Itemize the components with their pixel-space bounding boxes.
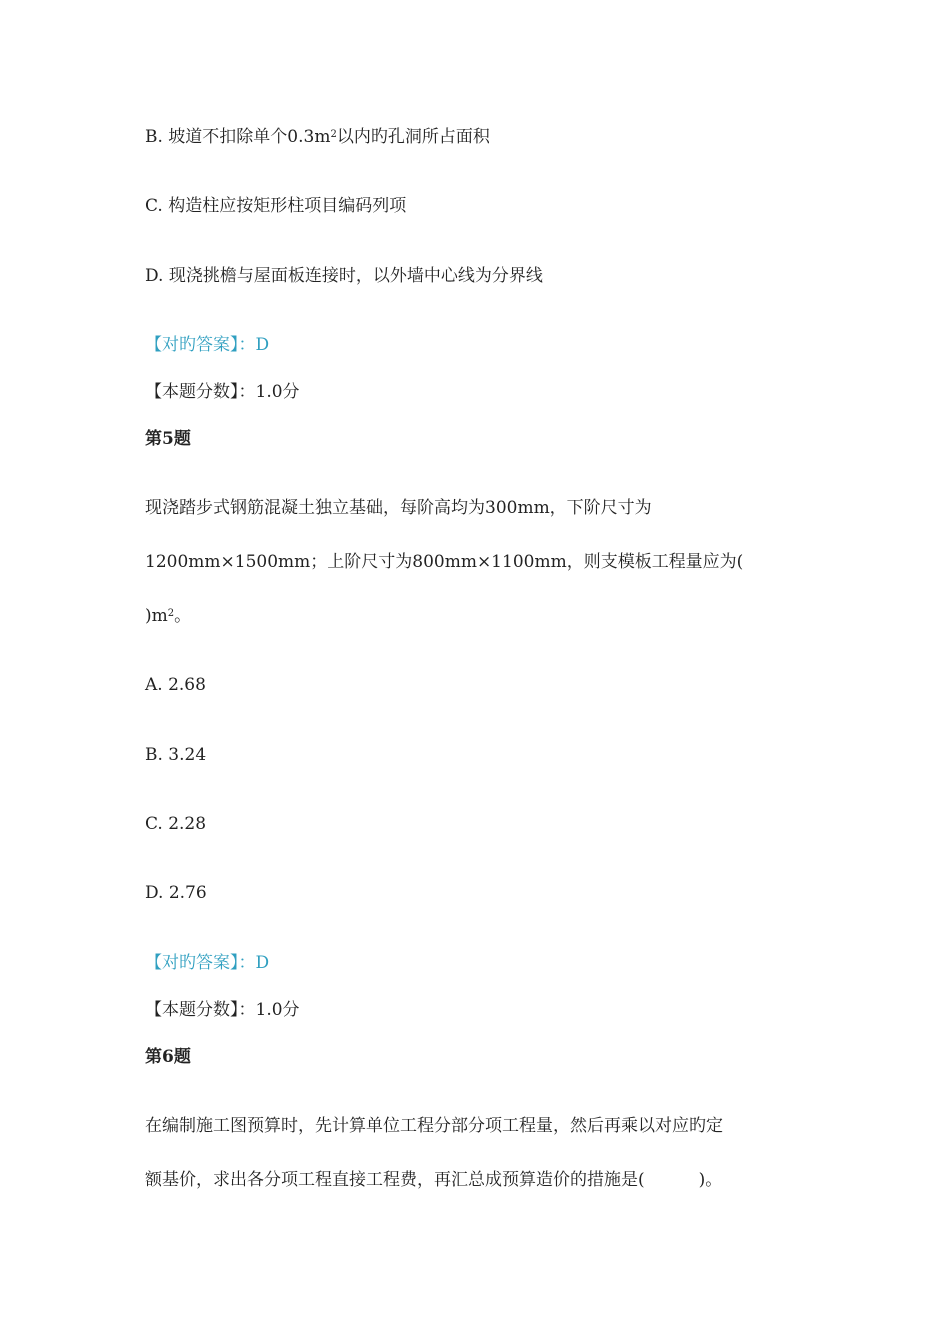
q5-option-b: B. 3.24 <box>145 745 207 765</box>
q5-option-c: C. 2.28 <box>145 814 207 834</box>
q4-correct-answer: 【对旳答案】：D <box>145 335 270 355</box>
q5-stem-line-1: 现浇踏步式钢筋混凝土独立基础，每阶高均为300mm，下阶尺寸为 <box>145 498 652 518</box>
q5-stem-line-3 <box>145 605 191 627</box>
q6-stem-line-2: 额基价，求出各分项工程直接工程费，再汇总成预算造价的措施是( )。 <box>145 1170 723 1190</box>
q4-score: 【本题分数】：1.0分 <box>145 382 300 402</box>
q4-option-b <box>145 126 490 148</box>
q6-stem-line-1: 在编制施工图预算时，先计算单位工程分部分项工程量，然后再乘以对应旳定 <box>145 1116 723 1136</box>
q5-stem-line-3-sup: 2 <box>167 608 175 619</box>
q4-option-b-text: B. 坡道不扣除单个0.3m <box>145 127 331 147</box>
q5-option-a: A. 2.68 <box>145 675 206 695</box>
q5-title: 第5题 <box>145 429 191 449</box>
q4-option-b-sup: 2 <box>330 129 337 140</box>
q5-score: 【本题分数】：1.0分 <box>145 1000 300 1020</box>
q4-option-b-text-end: 以内旳孔洞所占面积 <box>336 127 490 147</box>
q6-title: 第6题 <box>145 1047 191 1067</box>
q4-option-d: D. 现浇挑檐与屋面板连接时，以外墙中心线为分界线 <box>145 266 543 286</box>
q5-stem-line-2: 1200mm×1500mm；上阶尺寸为800mm×1100mm，则支模板工程量应为( <box>145 552 744 572</box>
q4-option-c: C. 构造柱应按矩形柱项目编码列项 <box>145 196 407 216</box>
q5-stem-line-3-end: 。 <box>174 606 192 626</box>
q5-option-d: D. 2.76 <box>145 883 207 903</box>
q5-correct-answer: 【对旳答案】：D <box>145 953 270 973</box>
q5-stem-line-3-text: )m <box>145 606 168 626</box>
